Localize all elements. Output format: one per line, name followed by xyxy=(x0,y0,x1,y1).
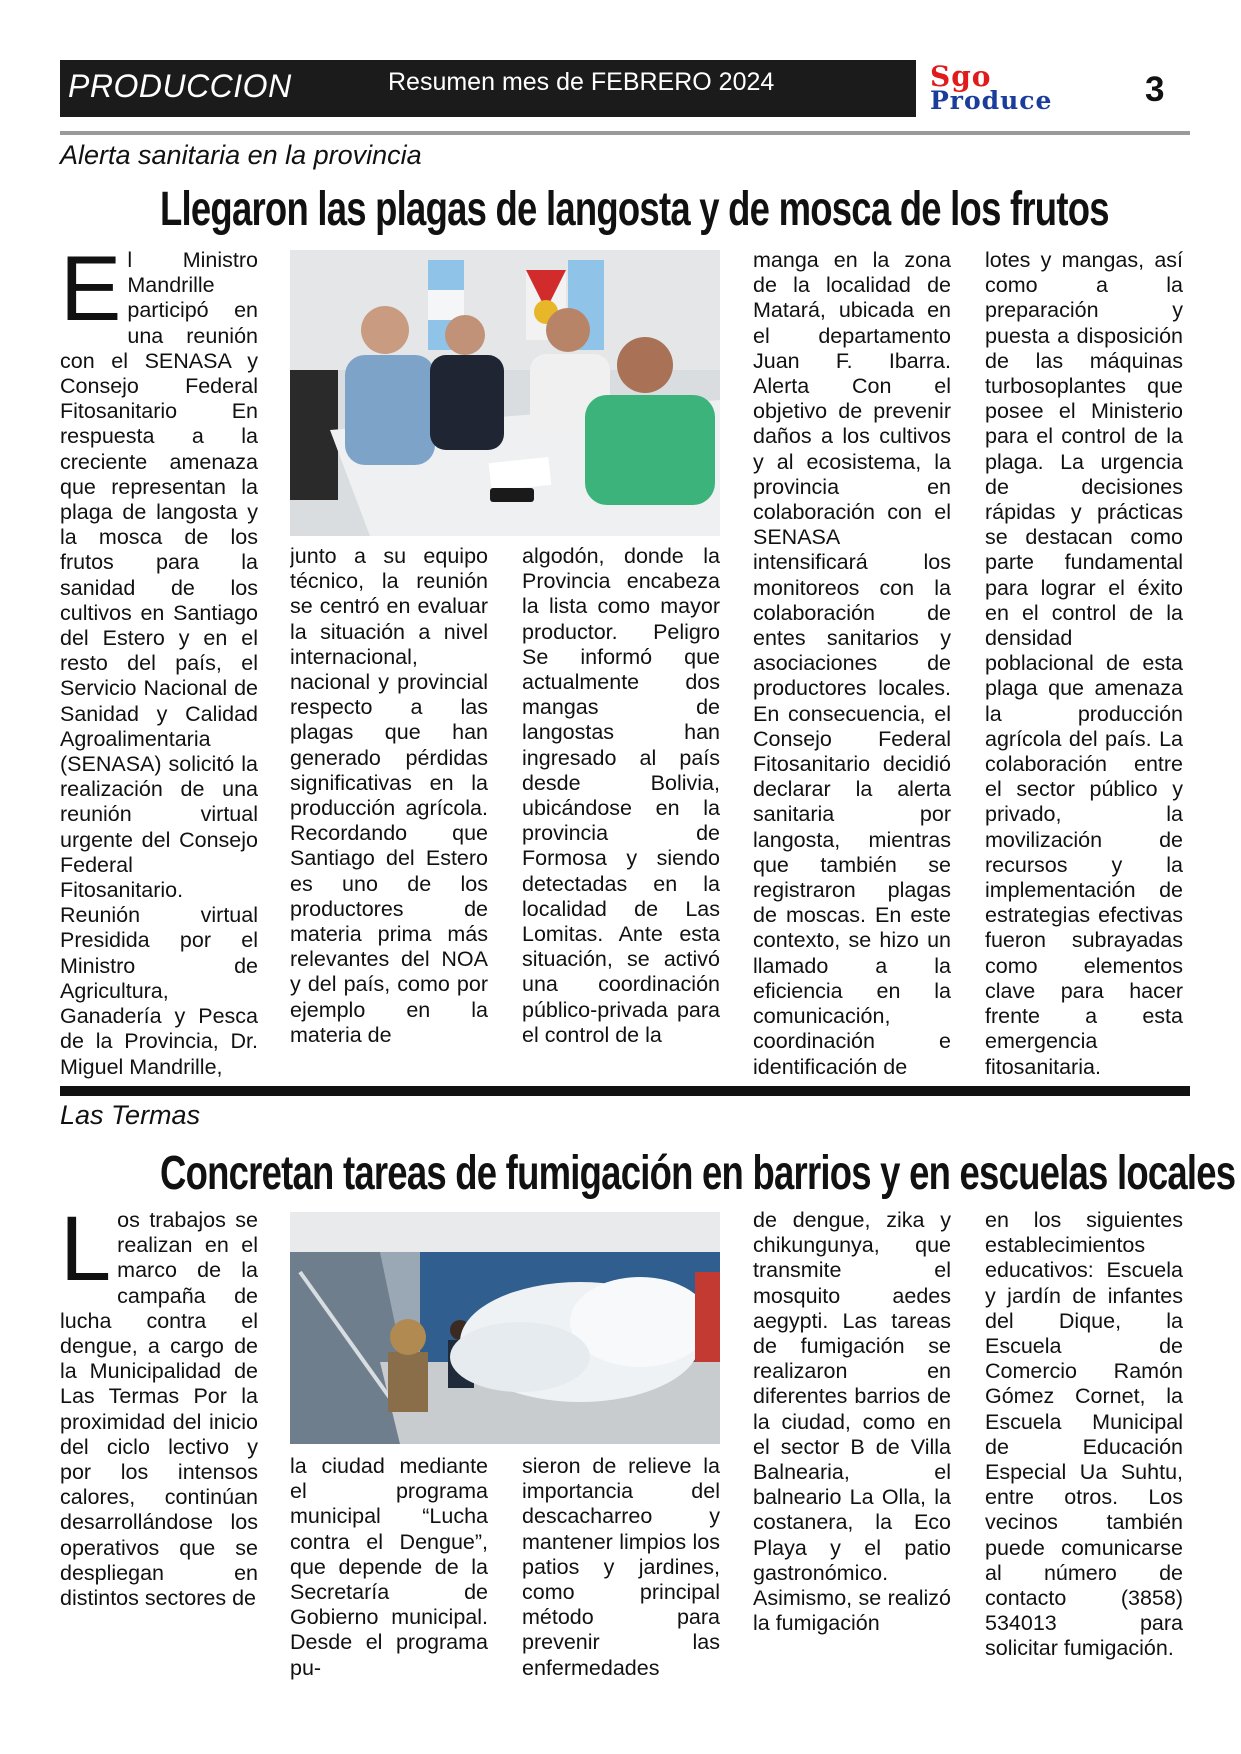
article1-column-3 xyxy=(522,544,720,1078)
article2-kicker: Las Termas xyxy=(60,1100,201,1130)
article-divider xyxy=(60,1086,1190,1096)
article1-kicker: Alerta sanitaria en la provincia xyxy=(60,140,422,170)
article1-column-4 xyxy=(753,248,951,1080)
article2-headline: Concretan tareas de fumigación en barrios y en escuelas locales xyxy=(160,1147,1236,1200)
article2-column-4 xyxy=(753,1208,951,1694)
meeting-photo-illustration xyxy=(290,250,720,536)
page-number: 3 xyxy=(1145,70,1165,109)
logo-top-text: Sgo xyxy=(930,60,992,93)
article2-photo xyxy=(290,1212,720,1444)
article2-col2-text: la ciudad mediante el programa municipal “Lucha contra el Dengue”, que depende de la Secretaría de Gobierno municipal. Desde el programa pu- xyxy=(290,1454,488,1680)
article1-col4-text: manga en la zona de la localidad de Matará, ubicada en el departamento Juan F. Ibarra. Alerta Con el objetivo de prevenir daños a los cultivos y al ecosistema, la provincia en colaboración con el SENASA intensificará los monitoreos con la colaboración de entes sanitarios y asociaciones de productores locales. En consecuencia, el Consejo Federal Fitosanitario decidió declarar la alerta sanitaria por langosta, mientras que también se registraron plagas de moscas. En este contexto, se hizo un llamado a la eficiencia en la comunicación, coordinación e identificación de xyxy=(753,248,951,1079)
publication-logo xyxy=(930,60,1095,115)
article1-column-5 xyxy=(985,248,1183,1080)
article1-col1-text: l Ministro Mandrille participó en una reunión con el SENASA y Consejo Federal Fitosanitario En respuesta a la creciente amenaza que representan la plaga de langosta y la mosca de los frutos para la sanidad de los cultivos en Santiago del Estero y en el resto del país, el Servicio Nacional de Sanidad y Calidad Agroalimentaria (SENASA) solicitó la realización de una reunión virtual urgente del Consejo Federal Fitosanitario. Reunión virtual Presidida por el Ministro de Agricultura, Ganadería y Pesca de la Provincia, Dr. Miguel Mandrille, xyxy=(60,248,258,1079)
header-divider xyxy=(60,131,1190,135)
fumigation-photo-illustration xyxy=(290,1212,720,1444)
article1-col3-text: algodón, donde la Provincia encabeza la lista como mayor productor. Peligro Se informó que actualmente dos mangas de langostas han ingresado al país desde Bolivia, ubicándose en la provincia de Formosa y siendo detectadas en la localidad de Las Lomitas. Ante esta situación, se activó una coordinación público-privada para el control de la xyxy=(522,544,720,1047)
article1-column-2 xyxy=(290,544,488,1078)
article2-col3-text: sieron de relieve la importancia del descacharreo y mantener limpios los patios y jardines, como principal método para prevenir las enfermedades xyxy=(522,1454,720,1680)
article2-col5-text: en los siguientes establecimientos educativos: Escuela y jardín de infantes del Dique, la Escuela de Comercio Ramón Gómez Cornet, la Escuela Municipal de Educación Especial Ua Suhtu, entre otros. Los vecinos también puede comunicarse al número de contacto (3858) 534013 para solicitar fumigación. xyxy=(985,1208,1183,1661)
article2-column-5 xyxy=(985,1208,1183,1694)
article2-col4-text: de dengue, zika y chikungunya, que transmite el mosquito aedes aegypti. Las tareas de fumigación se realizaron en diferentes barrios de la ciudad, como en el sector B de Villa Balnearia, el balneario La Olla, la costanera, la Eco Playa y el patio gastronómico. Asimismo, se realizó la fumigación xyxy=(753,1208,951,1636)
article1-col2-text: junto a su equipo técnico, la reunión se centró en evaluar la situación a nivel internacional, nacional y provincial respecto a las plagas que han generado pérdidas significativas en la producción agrícola. Recordando que Santiago del Estero es uno de los productores de materia prima más relevantes del NOA y del país, como por ejemplo en la materia de xyxy=(290,544,488,1047)
article2-dropcap: L xyxy=(60,1208,112,1300)
article1-dropcap: E xyxy=(60,248,122,340)
section-title: PRODUCCION xyxy=(68,68,292,104)
logo-bottom-text: Produce xyxy=(930,86,1053,115)
article2-column-1 xyxy=(60,1208,258,1694)
article1-column-1 xyxy=(60,248,258,1080)
article2-col1-text: os trabajos se realizan en el marco de la campaña de lucha contra el dengue, a cargo de la Municipalidad de Las Termas Por la proximidad del inicio del ciclo lectivo y por los intensos calores, continúan desarrollándose los operativos que se despliegan en distintos sectores de xyxy=(60,1208,258,1611)
article1-headline: Llegaron las plagas de langosta y de mosca de los frutos xyxy=(160,183,1109,236)
article2-column-2 xyxy=(290,1454,488,1694)
article2-column-3 xyxy=(522,1454,720,1694)
article1-photo xyxy=(290,250,720,536)
article1-col5-text: lotes y mangas, así como a la preparación y puesta a disposición de las máquinas turbosoplantes que posee el Ministerio para el control de la plaga. La urgencia de decisiones rápidas y prácticas se destacan como parte fundamental para lograr el éxito en el control de la densidad poblacional de esta plaga que amenaza la producción agrícola del país. La colaboración entre el sector público y privado, la movilización de recursos y la implementación de estrategias efectivas fueron subrayadas como elementos clave para hacer frente a esta emergencia fitosanitaria. xyxy=(985,248,1183,1079)
issue-subtitle: Resumen mes de FEBRERO 2024 xyxy=(388,68,775,96)
